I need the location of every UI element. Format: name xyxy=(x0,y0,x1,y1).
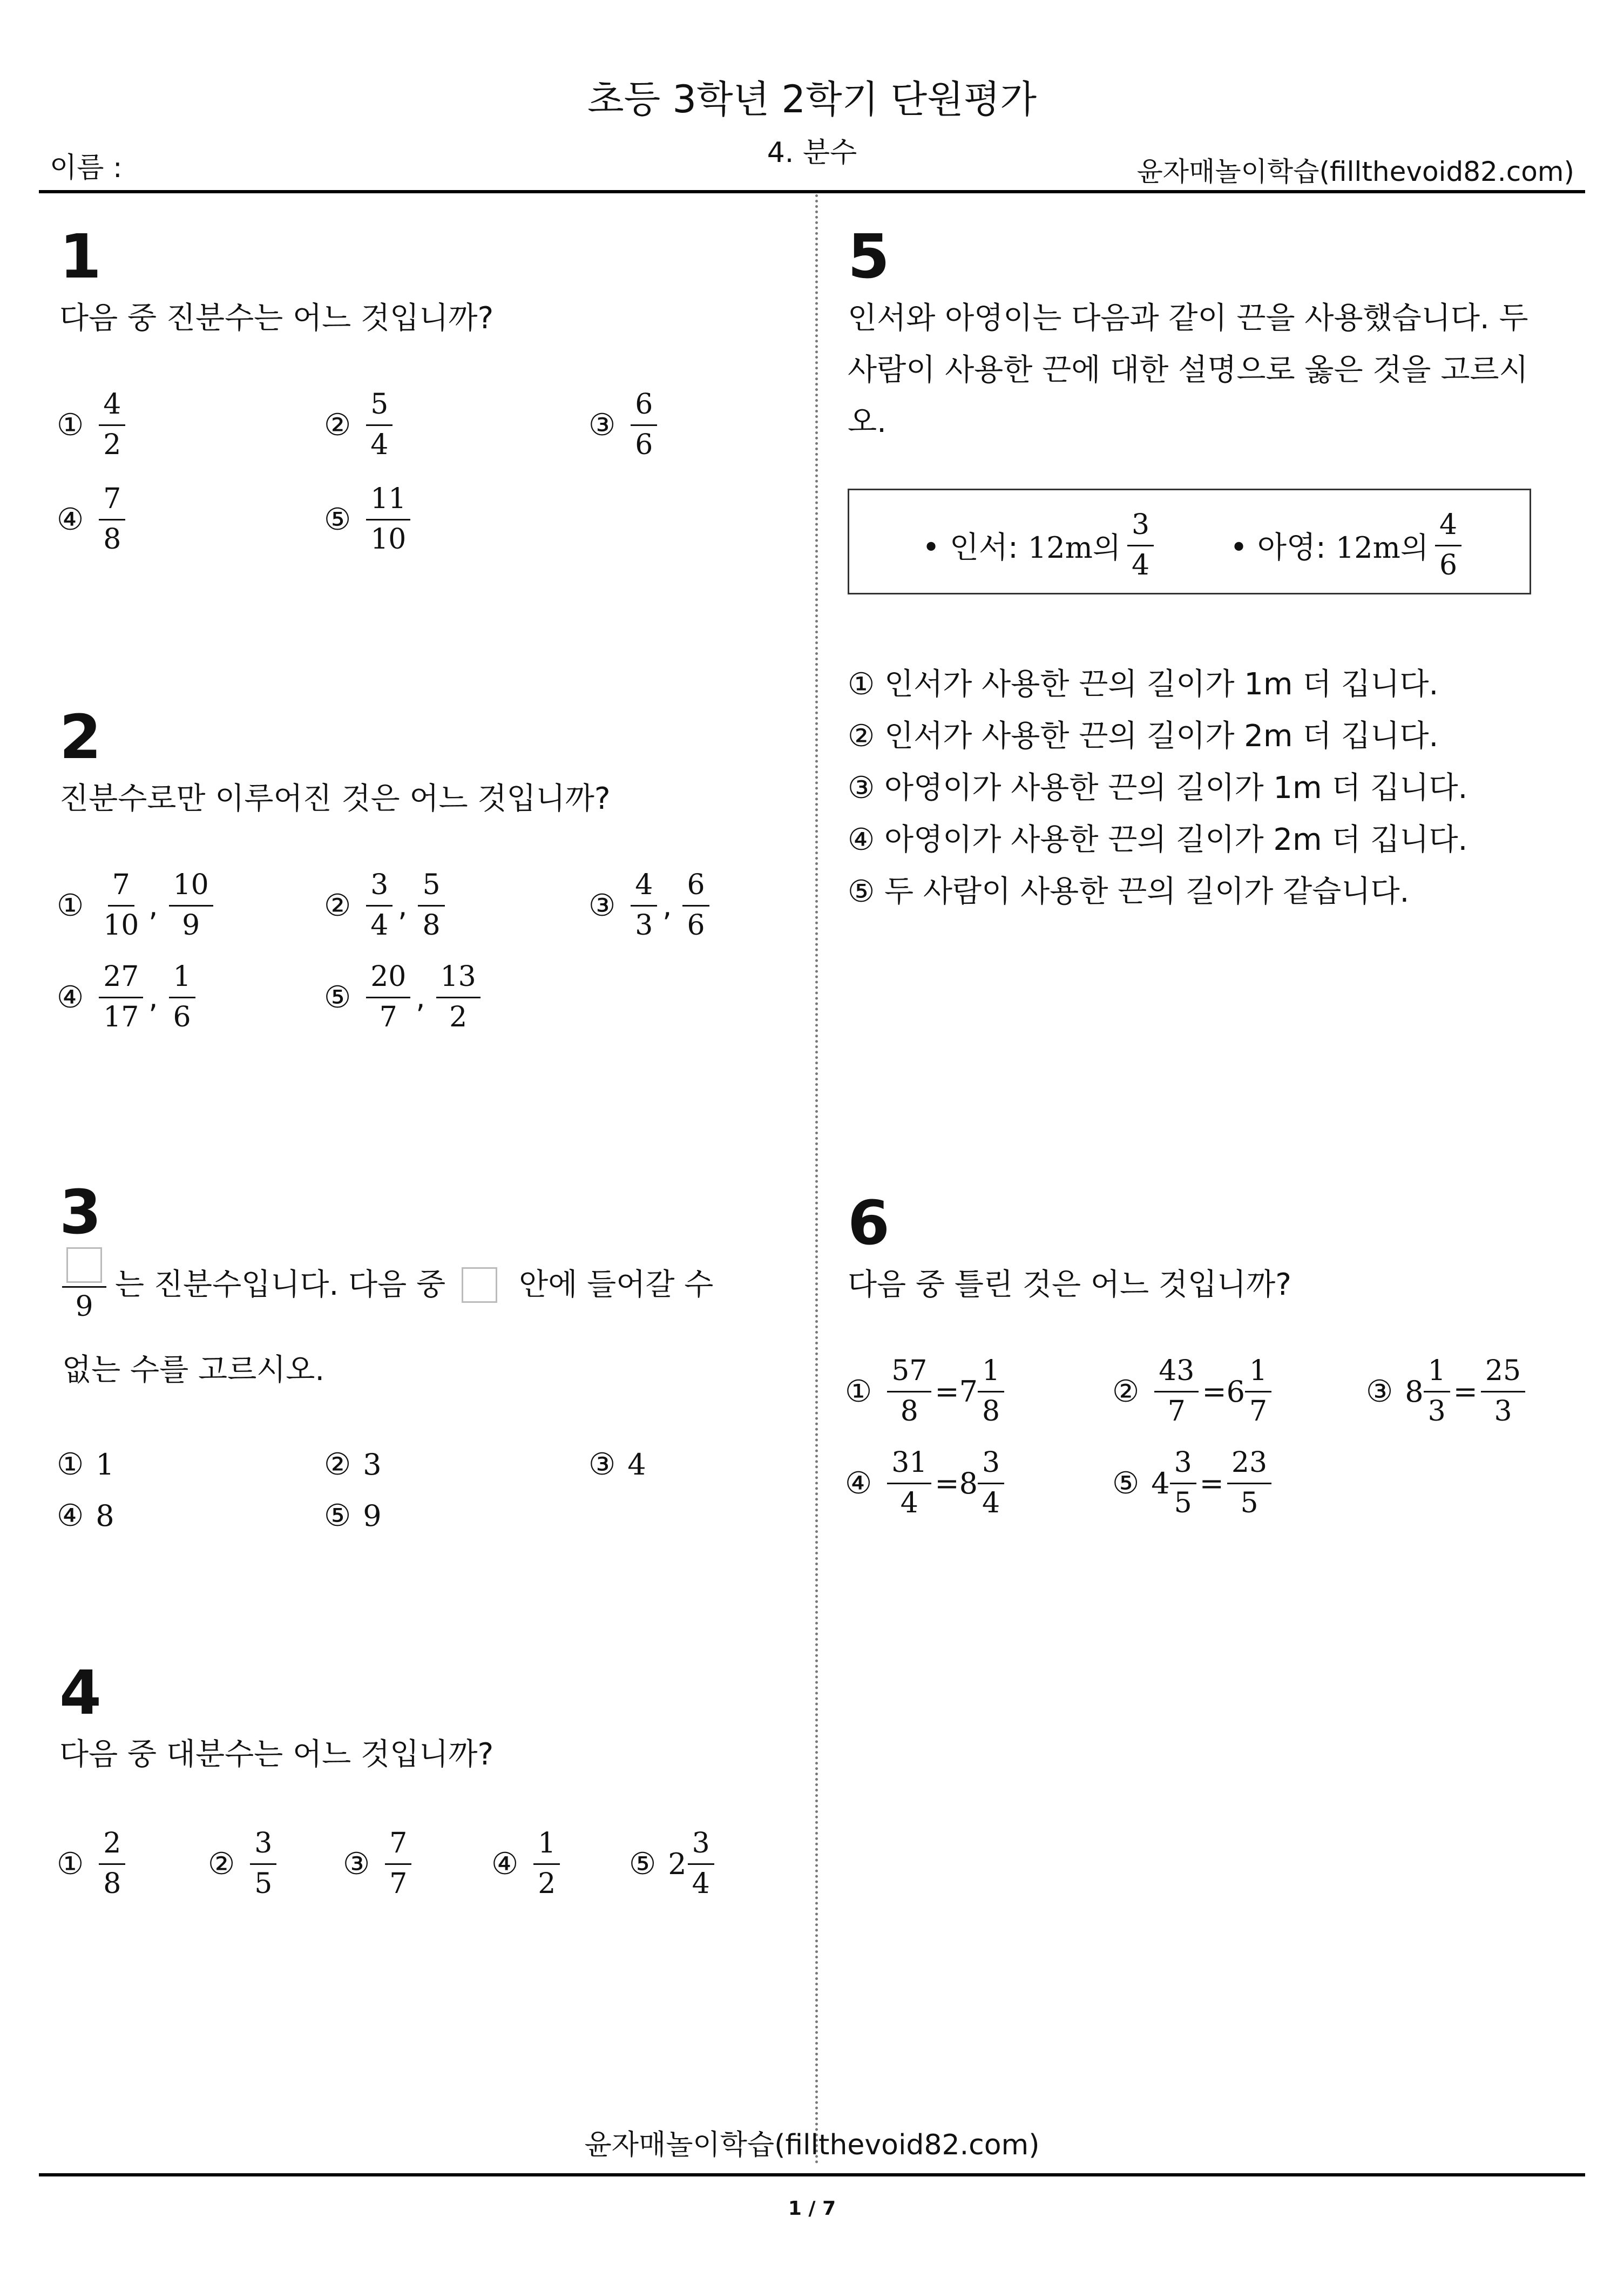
q4-option-5[interactable] xyxy=(629,1828,718,1901)
fraction: $\frac{3}{5}$ xyxy=(250,1828,276,1901)
question-text: 오. xyxy=(848,404,887,440)
q1-option-2[interactable] xyxy=(324,389,396,462)
question-number: 5 xyxy=(848,222,890,292)
info-amount: 12m의 xyxy=(1027,530,1121,565)
q5-options xyxy=(848,659,1467,918)
option-value: 3 xyxy=(363,1448,382,1482)
footer-brand: 윤자매놀이학습(fillthevoid82.com) xyxy=(584,2129,1040,2161)
fraction: $\frac{7}{7}$ xyxy=(385,1828,411,1901)
fraction: $\frac{1}{8}$ xyxy=(978,1355,1004,1428)
unit-subtitle: 4. 분수 xyxy=(767,137,857,169)
question-number: 1 xyxy=(59,222,102,292)
fraction: $\frac{10}{9}$ xyxy=(169,869,213,942)
option-marker: ② xyxy=(324,1447,351,1482)
q1-option-4[interactable] xyxy=(57,483,128,556)
info-amount: 12m의 xyxy=(1335,530,1429,565)
q4-option-3[interactable] xyxy=(343,1828,415,1901)
whole-part: 4 xyxy=(1151,1466,1170,1500)
option-value: 1 xyxy=(96,1448,114,1482)
q5-option-1[interactable]: ① 인서가 사용한 끈의 길이가 1m 더 깁니다. xyxy=(848,667,1439,702)
comma: , xyxy=(398,888,408,923)
option-marker: ① xyxy=(57,888,84,923)
q5-option-3[interactable]: ③ 아영이가 사용한 끈의 길이가 1m 더 깁니다. xyxy=(848,770,1468,806)
option-marker: ⑤ xyxy=(324,502,351,537)
option-marker: ② xyxy=(324,407,351,443)
q2-option-3[interactable] xyxy=(588,869,713,942)
fraction: $\frac{1}{7}$ xyxy=(1245,1355,1271,1428)
question-text: 진분수로만 이루어진 것은 어느 것입니까? xyxy=(59,781,611,816)
q3-option-3[interactable] xyxy=(588,1447,646,1482)
option-marker: ⑤ xyxy=(324,979,351,1015)
whole-part: 6 xyxy=(1226,1374,1245,1409)
option-marker: ③ xyxy=(588,407,616,443)
q6-option-4[interactable] xyxy=(845,1447,1007,1520)
option-marker: ① xyxy=(845,1374,872,1409)
fraction: $\frac{23}{5}$ xyxy=(1227,1447,1271,1520)
fraction: $\frac{7}{8}$ xyxy=(99,483,125,556)
q3-option-5[interactable] xyxy=(324,1498,382,1533)
question-text: 인서와 아영이는 다음과 같이 끈을 사용했습니다. 두 xyxy=(848,301,1528,336)
option-marker: ① xyxy=(57,1846,84,1882)
whole-part: 8 xyxy=(959,1466,978,1500)
q3-option-4[interactable] xyxy=(57,1498,114,1533)
fraction: $\frac{4}{3}$ xyxy=(631,869,657,942)
whole-part: 2 xyxy=(668,1847,687,1881)
fraction: $\frac{5}{8}$ xyxy=(418,869,444,942)
fraction: $\frac{6}{6}$ xyxy=(682,869,709,942)
comma: , xyxy=(662,888,672,923)
q1-option-3[interactable] xyxy=(588,389,660,462)
option-marker: ⑤ xyxy=(324,1498,351,1533)
option-value: 4 xyxy=(627,1448,646,1482)
option-marker: ⑤ xyxy=(1112,1465,1140,1501)
footer-rule xyxy=(39,2173,1585,2176)
q5-option-4[interactable]: ④ 아영이가 사용한 끈의 길이가 2m 더 깁니다. xyxy=(848,822,1468,857)
q1-option-1[interactable] xyxy=(57,389,128,462)
question-text: 는 진분수입니다. 다음 중 xyxy=(115,1267,446,1303)
question-text: 없는 수를 고르시오. xyxy=(62,1353,325,1388)
fraction: $\frac{43}{7}$ xyxy=(1154,1355,1199,1428)
q4-option-4[interactable] xyxy=(491,1828,563,1901)
q2-option-4[interactable] xyxy=(57,961,199,1034)
fraction: $\frac{13}{2}$ xyxy=(436,961,481,1034)
equals-sign: = xyxy=(935,1466,959,1500)
option-marker: ② xyxy=(324,888,351,923)
option-marker: ③ xyxy=(343,1846,370,1882)
fraction: $\frac{1}{6}$ xyxy=(169,961,195,1034)
option-marker: ⑤ xyxy=(629,1846,657,1882)
fraction: $\frac{5}{4}$ xyxy=(366,389,393,462)
info-label: • 아영: xyxy=(1230,530,1326,566)
info-label: • 인서: xyxy=(922,530,1018,566)
option-marker: ④ xyxy=(491,1846,519,1882)
fraction: $\frac{2}{8}$ xyxy=(99,1828,125,1901)
question-text: 다음 중 대분수는 어느 것입니까? xyxy=(59,1737,494,1772)
name-label: 이름 : xyxy=(50,152,123,184)
q6-option-1[interactable] xyxy=(845,1355,1007,1428)
fraction: $\frac{27}{17}$ xyxy=(99,961,143,1034)
q5-option-5[interactable]: ⑤ 두 사람이 사용한 끈의 길이가 같습니다. xyxy=(848,874,1410,909)
fraction: $\frac{3}{4}$ xyxy=(688,1828,714,1901)
question-number: 6 xyxy=(848,1188,890,1259)
q2-option-1[interactable] xyxy=(57,869,216,942)
option-marker: ④ xyxy=(57,979,84,1015)
option-marker: ③ xyxy=(1366,1374,1393,1409)
blank-box xyxy=(462,1267,497,1303)
header-brand: 윤자매놀이학습(fillthevoid82.com) xyxy=(1136,156,1574,187)
question-1 xyxy=(59,222,494,344)
info-box xyxy=(848,489,1531,594)
fraction: $\frac{6}{6}$ xyxy=(631,389,657,462)
option-value: 9 xyxy=(363,1499,382,1533)
fraction: $\frac{11}{10}$ xyxy=(366,483,410,556)
q6-option-5[interactable] xyxy=(1112,1447,1275,1520)
q4-option-2[interactable] xyxy=(208,1828,280,1901)
option-marker: ② xyxy=(1112,1374,1140,1409)
q4-option-1[interactable] xyxy=(57,1828,128,1901)
q6-option-3[interactable] xyxy=(1366,1355,1528,1428)
q3-option-1[interactable] xyxy=(57,1447,114,1482)
fraction: $\frac{3}{4}$ xyxy=(978,1447,1004,1520)
comma: , xyxy=(148,980,158,1015)
fraction: $\frac{31}{4}$ xyxy=(887,1447,931,1520)
fraction: $\frac{3}{5}$ xyxy=(1170,1447,1196,1520)
fraction: $\frac{57}{8}$ xyxy=(887,1355,931,1428)
blank-box xyxy=(66,1247,102,1283)
fraction: $\frac{3}{4}$ xyxy=(1127,509,1154,582)
option-marker: ① xyxy=(57,1447,84,1482)
info-inseo xyxy=(922,509,1157,582)
q2-option-2[interactable] xyxy=(324,869,448,942)
q1-option-5[interactable] xyxy=(324,483,414,556)
page-title: 초등 3학년 2학기 단원평가 xyxy=(587,77,1037,121)
question-number: 4 xyxy=(59,1658,102,1728)
fraction: $\frac{1}{3}$ xyxy=(1424,1355,1450,1428)
question-number: 3 xyxy=(59,1178,102,1248)
question-text: 사람이 사용한 끈에 대한 설명으로 옳은 것을 고르시 xyxy=(848,353,1528,388)
option-marker: ④ xyxy=(57,1498,84,1533)
option-marker: ④ xyxy=(57,502,84,537)
fraction-with-blank: 9 xyxy=(62,1247,106,1323)
comma: , xyxy=(416,980,425,1015)
info-ayoung xyxy=(1230,509,1465,582)
q3-option-2[interactable] xyxy=(324,1447,382,1482)
question-text: 안에 들어갈 수 xyxy=(519,1267,714,1303)
page-number: 1 / 7 xyxy=(788,2198,836,2220)
question-number: 2 xyxy=(59,702,102,773)
question-5 xyxy=(848,222,1528,448)
equals-sign: = xyxy=(1202,1374,1227,1409)
whole-part: 7 xyxy=(959,1374,978,1409)
question-2 xyxy=(59,702,611,825)
fraction: $\frac{4}{2}$ xyxy=(99,389,125,462)
header-rule xyxy=(39,190,1585,193)
option-marker: ② xyxy=(208,1846,235,1882)
fraction: $\frac{4}{6}$ xyxy=(1435,509,1461,582)
fraction: $\frac{1}{2}$ xyxy=(533,1828,560,1901)
equals-sign: = xyxy=(935,1374,959,1409)
equals-sign: = xyxy=(1199,1466,1224,1500)
option-marker: ③ xyxy=(588,888,616,923)
option-marker: ① xyxy=(57,407,84,443)
equals-sign: = xyxy=(1453,1374,1478,1409)
column-divider xyxy=(815,194,818,2165)
question-6 xyxy=(848,1188,1291,1311)
comma: , xyxy=(148,888,158,923)
q5-option-2[interactable]: ② 인서가 사용한 끈의 길이가 2m 더 깁니다. xyxy=(848,719,1439,754)
question-text: 다음 중 틀린 것은 어느 것입니까? xyxy=(848,1267,1291,1302)
whole-part: 8 xyxy=(1405,1374,1424,1409)
option-marker: ③ xyxy=(588,1447,616,1482)
fraction: $\frac{7}{10}$ xyxy=(103,869,139,942)
question-4 xyxy=(59,1658,494,1781)
q2-option-5[interactable] xyxy=(324,961,484,1034)
question-3-text xyxy=(62,1247,713,1323)
option-marker: ④ xyxy=(845,1465,872,1501)
option-value: 8 xyxy=(96,1499,114,1533)
fraction: $\frac{3}{4}$ xyxy=(366,869,393,942)
fraction: $\frac{20}{7}$ xyxy=(366,961,410,1034)
question-text: 다음 중 진분수는 어느 것입니까? xyxy=(59,301,494,336)
fraction: $\frac{25}{3}$ xyxy=(1481,1355,1525,1428)
q6-option-2[interactable] xyxy=(1112,1355,1275,1428)
